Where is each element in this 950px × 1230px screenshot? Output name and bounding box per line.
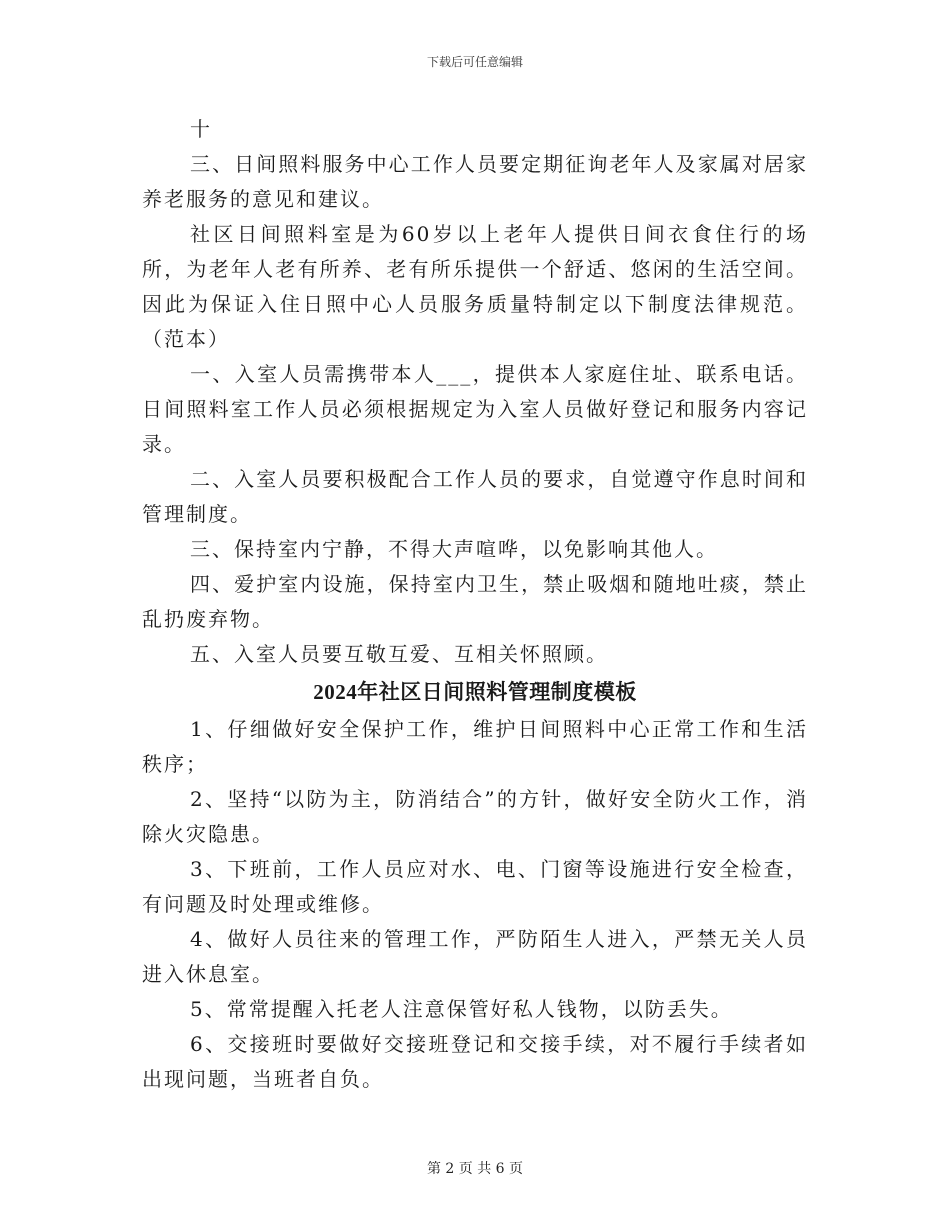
paragraph: 5、常常提醒入托老人注意保管好私人钱物，以防丢失。: [190, 997, 733, 1021]
section-title: 2024年社区日间照料管理制度模板: [313, 680, 637, 704]
paragraph: 1、仔细做好安全保护工作，维护日间照料中心正常工作和生活秩序；: [142, 717, 808, 776]
paragraph: 四、爱护室内设施，保持室内卫生，禁止吸烟和随地吐痰，禁止乱扔废弃物。: [142, 572, 808, 631]
paragraph: 2、坚持“以防为主，防消结合”的方针，做好安全防火工作，消除火灾隐患。: [142, 787, 808, 846]
paragraph: 十: [190, 117, 212, 141]
paragraph: 三、日间照料服务中心工作人员要定期征询老年人及家属对居家养老服务的意见和建议。: [142, 152, 808, 211]
paragraph: 一、入室人员需携带本人___，提供本人家庭住址、联系电话。日间照料室工作人员必须根据规定为入室人员做好登记和服务内容记录。: [142, 362, 808, 456]
page-number: 第 2 页 共 6 页: [426, 1161, 524, 1177]
paragraph: 二、入室人员要积极配合工作人员的要求，自觉遵守作息时间和管理制度。: [142, 467, 808, 526]
paragraph: 6、交接班时要做好交接班登记和交接手续，对不履行手续者如出现问题，当班者自负。: [142, 1032, 808, 1091]
paragraph: 社区日间照料室是为60岁以上老年人提供日间衣食住行的场所，为老年人老有所养、老有所乐提供一个舒适、悠闲的生活空间。因此为保证入住日照中心人员服务质量特制定以下制度法律规范。（范本）: [142, 222, 808, 351]
paragraph: 4、做好人员往来的管理工作，严防陌生人进入，严禁无关人员进入休息室。: [142, 927, 808, 986]
document-body: [142, 112, 808, 1097]
paragraph: 五、入室人员要互敬互爱、互相关怀照顾。: [190, 642, 608, 666]
paragraph: 三、保持室内宁静，不得大声喧哗，以免影响其他人。: [190, 537, 718, 561]
header-note: 下载后可任意编辑: [426, 55, 523, 69]
paragraph: 3、下班前，工作人员应对水、电、门窗等设施进行安全检查，有问题及时处理或维修。: [142, 857, 808, 916]
